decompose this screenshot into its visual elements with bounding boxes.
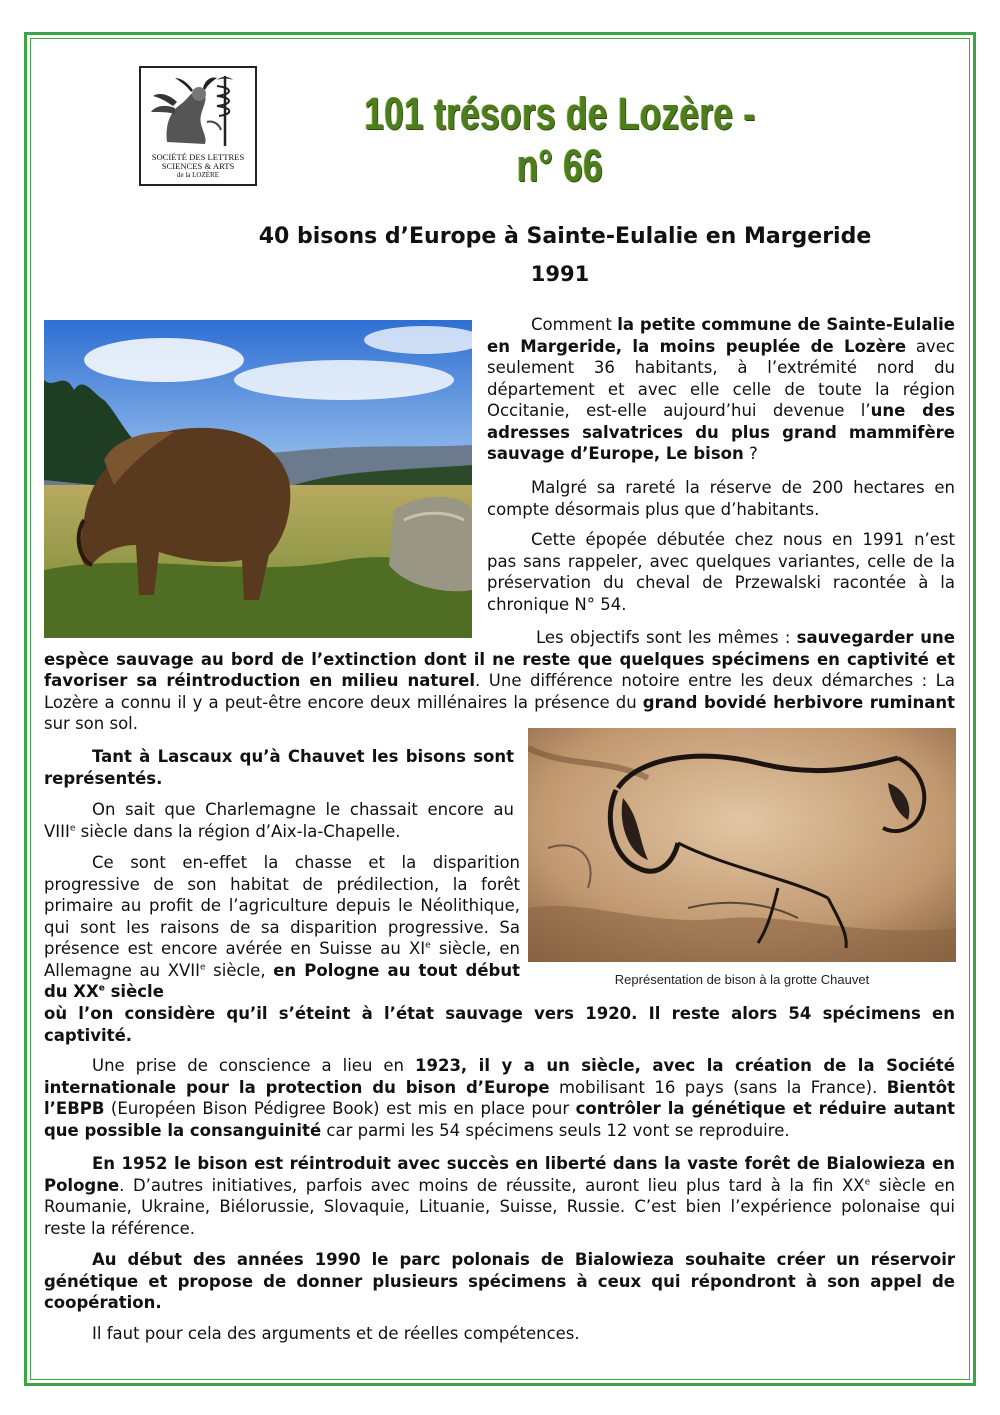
paragraph-2 (487, 477, 955, 520)
paragraph-1 (487, 314, 955, 465)
paragraph-11 (44, 1323, 955, 1345)
p8-text-c: mobilisant 16 pays (sans la France). (549, 1077, 887, 1097)
p7-text-a: Ce sont en-effet la chasse et la disparition progressive de son habitat de prédilection, la forêt primaire au profit de l’agriculture depuis le Néolithique, qui sont les raisons de sa disparition progressive. Sa présence est encore avérée en Suisse au XI (44, 853, 520, 958)
p6-text-b: siècle dans la région d’Aix-la-Chapelle. (75, 821, 401, 841)
p8-text-a: Une prise de conscience a lieu en (92, 1056, 415, 1075)
paragraph-5 (44, 746, 514, 789)
p6-text-a: On sait que Charlemagne le chassait encore au VIII (44, 800, 514, 841)
p9-bold-a: En 1952 le bison est réintroduit avec succès en liberté dans la vaste forêt de Bialowieza en Pologne (44, 1154, 955, 1195)
p8-text-g: car parmi les 54 spécimens seuls 12 vont se reproduire. (321, 1120, 790, 1140)
p8-bold-f: contrôler la génétique et réduire autant que possible la consanguinité (44, 1099, 956, 1140)
society-logo (139, 66, 257, 186)
p4-bold-d: grand bovidé herbivore ruminant (642, 692, 955, 712)
article-year: 1991 (530, 262, 590, 286)
logo-line-2: SCIENCES & ARTS (161, 161, 235, 171)
p2-text: Malgré sa rareté la réserve de 200 hectares en compte désormais plus que d’habitants. (487, 478, 955, 519)
p8-text-e: (Européen Bison Pédigree Book) est mis en place pour (104, 1099, 576, 1118)
p1-bold-d: une des adresses salvatrices du plus grand mammifère sauvage d’Europe, Le bison (487, 401, 955, 463)
p7-sup-2: e (200, 962, 206, 972)
paragraph-9 (44, 1153, 955, 1239)
p7-bold-f: où l’on considère qu’il s’éteint à l’état sauvage vers 1920. Il reste alors 54 spécimens en captivité. (44, 1004, 955, 1045)
p7-text-c: siècle, (205, 960, 274, 980)
p1-text-c: avec seulement 36 habitants, à l’extrémité nord du département et avec elle celle de toute la région Occitanie, est-elle aujourd’hui devenue l’ (487, 336, 955, 420)
p8-bold-b: 1923, il y a un siècle, avec la création de la Société internationale pour la protection du bison d’Europe (44, 1056, 955, 1097)
series-title: 101 trésors de Lozère - n° 66 (364, 88, 756, 191)
p7-sup-1: e (425, 940, 431, 951)
p1-text-e: ? (743, 444, 758, 463)
paragraph-3 (487, 529, 955, 615)
p7-bold-e: siècle (104, 982, 164, 1001)
p1-text-a: Comment (531, 315, 618, 334)
paragraph-7-continued (44, 1003, 955, 1046)
hermes-emblem-icon (147, 72, 249, 150)
p7-text-b: siècle, en Allemagne au XVII (44, 939, 521, 980)
p7-sup-3: e (98, 983, 105, 994)
p7-bold-d: en Pologne au tout début du XX (44, 960, 520, 1001)
p9-text-c: siècle en Roumanie, Ukraine, Biélorussie, Slovaquie, Lituanie, Suisse, Russie. C’est bien l’expérience polonaise qui reste la référence. (44, 1175, 955, 1238)
p4-text-e: sur son sol. (44, 714, 138, 733)
p11-text: Il faut pour cela des arguments et de réelles compétences. (92, 1324, 580, 1343)
cave-painting-caption: Représentation de bison à la grotte Chauvet (614, 972, 870, 987)
p4-text-c: . Une différence notoire entre les deux démarches : La Lozère a connu il y a peut-être encore deux millénaires la présence du (44, 671, 955, 712)
p5-bold: Tant à Lascaux qu’à Chauvet les bisons sont représentés. (44, 747, 514, 788)
p4-bold-b: sauvegarder une espèce sauvage au bord de l’extinction dont il ne reste que quelques spécimens en captivité et favoriser sa réintroduction en milieu naturel (44, 628, 955, 690)
logo-line-1: SOCIÉTÉ DES LETTRES (151, 152, 245, 162)
p1-bold-b: la petite commune de Sainte-Eulalie en Margeride, la moins peuplée de Lozère (487, 315, 955, 356)
p9-sup: e (864, 1177, 871, 1187)
paragraph-8 (44, 1055, 955, 1141)
p4-text-a: Les objectifs sont les mêmes : (536, 628, 797, 647)
p9-text-b: . D’autres initiatives, parfois avec moins de réussite, auront lieu plus tard à la fin XX (119, 1175, 865, 1195)
cave-painting (528, 728, 956, 962)
p6-sup: e (69, 823, 76, 833)
paragraph-7 (44, 852, 520, 1003)
logo-line-3: de la LOZÈRE (177, 171, 219, 179)
paragraph-4 (44, 627, 955, 735)
paragraph-6 (44, 799, 514, 842)
p3-text: Cette épopée débutée chez nous en 1991 n’est pas sans rappeler, avec quelques variantes, celle de la préservation du cheval de Przewalski racontée à la chronique N° 54. (487, 530, 955, 614)
bison-photo (44, 320, 472, 638)
article-title: 40 bisons d’Europe à Sainte-Eulalie en Margeride (258, 224, 872, 249)
p8-bold-d: Bientôt l’EBPB (44, 1077, 955, 1118)
p10-bold: Au début des années 1990 le parc polonais de Bialowieza souhaite créer un réservoir génétique et propose de donner plusieurs spécimens à ceux qui répondront à son appel de coopération. (44, 1250, 955, 1312)
paragraph-10 (44, 1249, 955, 1314)
